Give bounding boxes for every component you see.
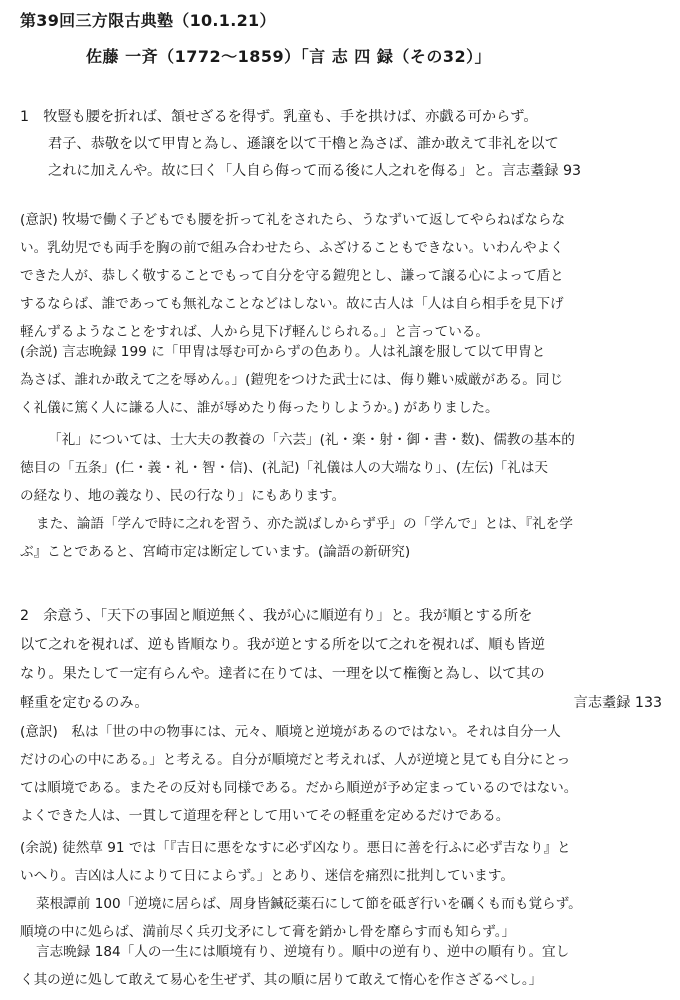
- text-line: 2 余意う、「天下の事固と順逆無く、我が心に順逆有り」と。我が順とする所を: [20, 608, 533, 624]
- section1-note: [20, 426, 662, 566]
- text-line: 軽重を定むるのみ。: [20, 695, 149, 711]
- section2-text: [20, 602, 662, 718]
- text-line: 1 牧豎も腰を折れば、頷せざるを得ず。乳童も、手を拱けば、亦戯る可からず。: [20, 109, 538, 125]
- text-line: (余説) 徒然草 91 では「『吉日に悪をなすに必ず凶なり。悪日に善を行ふに必ず吉なり』と: [20, 840, 571, 856]
- text-line: 菜根譚前 100「逆境に居らば、周身皆鍼砭薬石にして節を砥ぎ行いを礪くも而も覚らず。: [36, 896, 582, 912]
- text-line: ては順境である。またその反対も同様である。だから順逆が予め定まっているのではない。: [20, 780, 578, 796]
- text-line: 為さば、誰れか敢えて之を辱めん。」(鎧兜をつけた武士には、侮り難い威厳がある。同じ: [20, 372, 564, 388]
- text-line: できた人が、恭しく敬することでもって自分を守る鎧兜とし、謙って譲る心によって盾と: [20, 268, 564, 284]
- text-line: 順境の中に処らば、満前尽く兵刃戈矛にして膏を銷かし骨を靡らす而も知らず。」: [20, 924, 516, 940]
- text-line: 以て之れを視れば、逆も皆順なり。我が逆とする所を以て之れを視れば、順も皆逆: [20, 637, 545, 653]
- section1-commentary: [20, 338, 662, 422]
- text-line: 「礼」については、士大夫の教養の「六芸」(礼・楽・射・御・書・数)、儒教の基本的: [48, 432, 575, 448]
- text-line: 之れに加えんや。故に曰く「人自ら侮って而る後に人之れを侮る」と。言志耋録 93: [48, 163, 582, 179]
- text-line: いへり。吉凶は人によりて日によらず。」とあり、迷信を痛烈に批判しています。: [20, 868, 514, 884]
- section1-text: [20, 104, 662, 185]
- text-line: の経なり、地の義なり、民の行なり」にもあります。: [20, 488, 346, 504]
- text-line: 言志晩録 184「人の一生には順境有り、逆境有り。順中の逆有り、逆中の順有り。宜し: [36, 944, 570, 960]
- section1-translation: [20, 206, 662, 346]
- text-line: 徳目の「五条」(仁・義・礼・智・信)、(礼記)「礼儀は人の大端なり」、(左伝)「礼は天: [20, 460, 548, 476]
- text-line: また、論語「学んで時に之れを習う、亦た説ばしからず乎」の「学んで」とは、『礼を学: [36, 516, 573, 532]
- text-line: 君子、恭敬を以て甲冑と為し、遜譲を以て干櫓と為さば、誰か敢えて非礼を以て: [48, 136, 559, 152]
- text-line: (意訳) 私は「世の中の物事には、元々、順境と逆境があるのではない。それは自分一人: [20, 724, 561, 740]
- text-line: (意訳) 牧場で働く子どもでも腰を折って礼をされたら、うなずいて返してやらねばならな: [20, 212, 566, 228]
- text-line: (余説) 言志晩録 199 に「甲冑は辱む可からずの色あり。人は礼譲を服して以て甲冑と: [20, 344, 546, 360]
- page-subtitle: 佐藤 一斉（1772〜1859）「言 志 四 録（その32）」: [86, 47, 492, 66]
- text-line: だけの心の中にある。」と考える。自分が順境だと考えれば、人が逆境と見ても自分にとっ: [20, 752, 571, 768]
- section2-translation: [20, 718, 662, 830]
- text-line: 軽んずるようなことをすれば、人から見下げ軽んじられる。」と言っている。: [20, 324, 489, 340]
- text-line: よくできた人は、一貫して道理を秤として用いてその軽重を定めるだけである。: [20, 808, 510, 824]
- section2-commentary: [20, 834, 662, 946]
- text-line: するならば、誰であっても無礼なことなどはしない。故に古人は「人は自ら相手を見下げ: [20, 296, 564, 312]
- text-line: ぶ』ことであると、宮崎市定は断定しています。(論語の新研究): [20, 544, 411, 560]
- text-line: く其の逆に処して敢えて易心を生ぜず、其の順に居りて敢えて惰心を作さざるべし。」: [20, 972, 543, 988]
- text-line: い。乳幼児でも両手を胸の前で組み合わせたら、ふざけることもできない。いわんやよく: [20, 240, 564, 256]
- page-title: 第39回三方限古典塾（10.1.21）: [20, 11, 276, 30]
- source-citation: 言志耋録 133: [573, 695, 662, 711]
- section2-closing: [20, 938, 662, 994]
- text-line: く礼儀に篤く人に謙る人に、誰が辱めたり侮ったりしようか。) がありました。: [20, 400, 499, 416]
- text-line: なり。果たして一定有らんや。達者に在りては、一理を以て権衡と為し、以て其の: [20, 666, 545, 682]
